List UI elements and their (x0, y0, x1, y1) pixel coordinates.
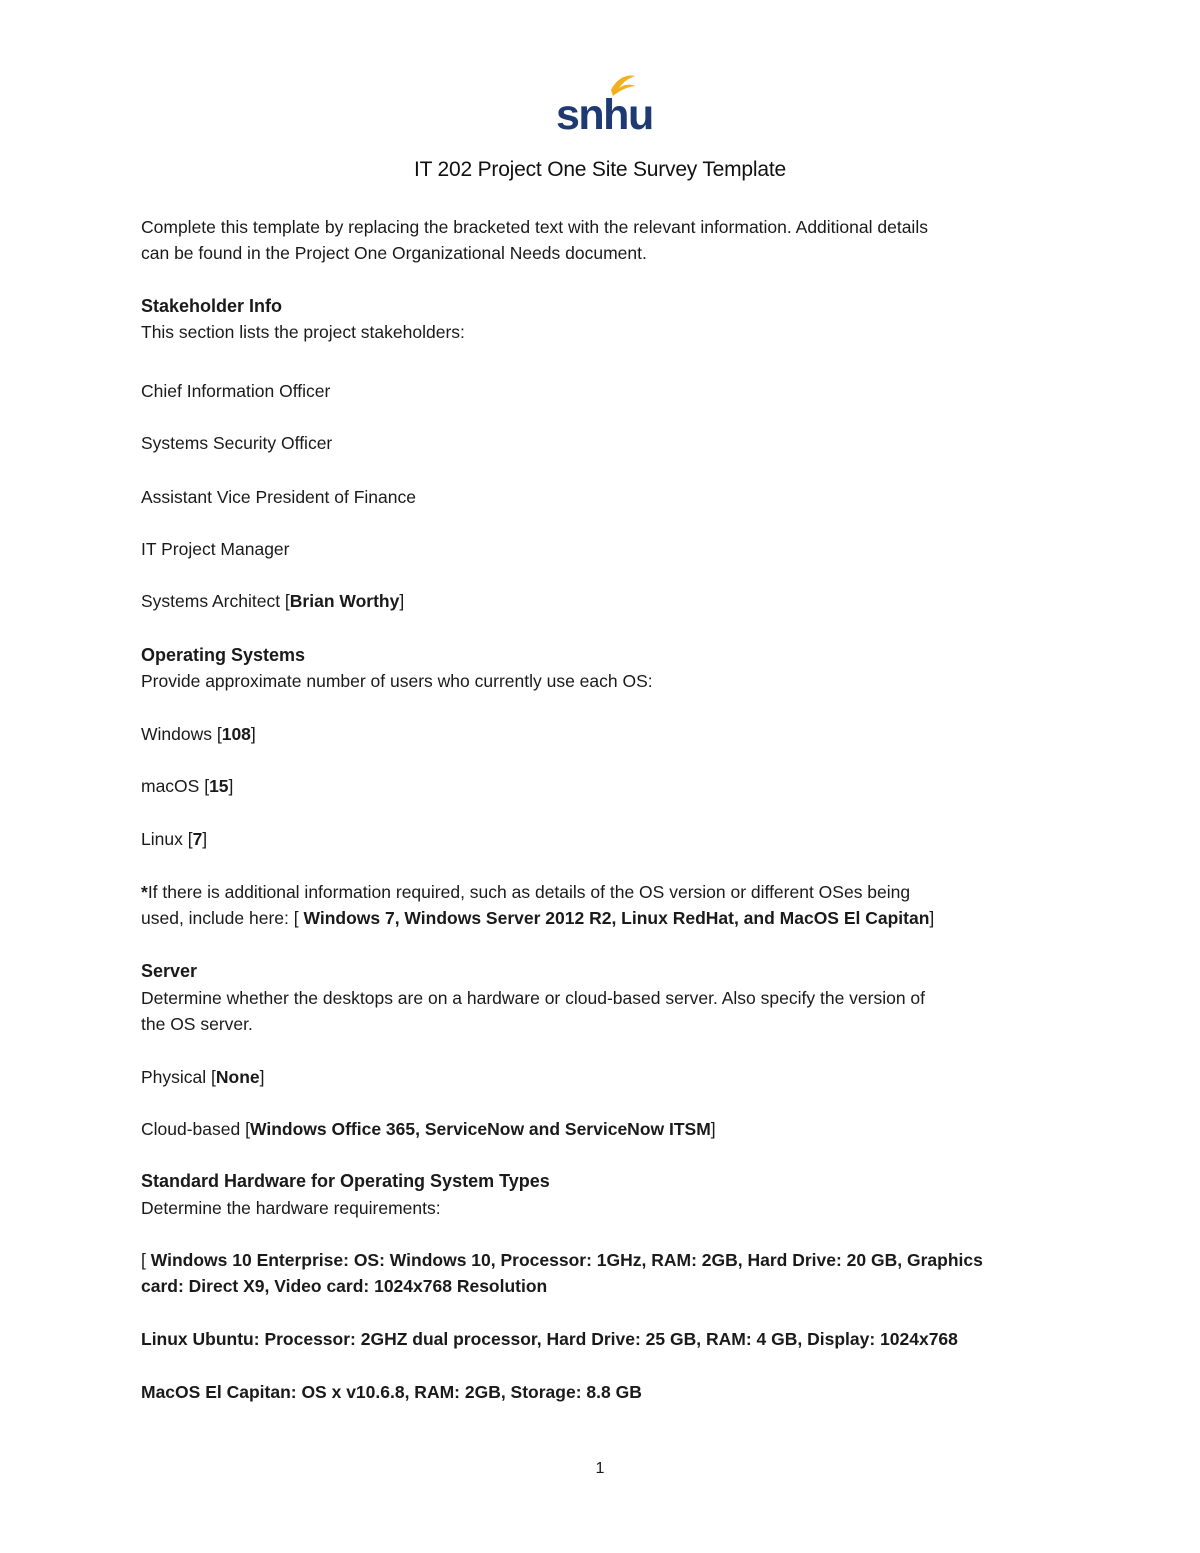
stakeholder-item-systems-architect (141, 588, 404, 614)
physical-label: Physical [ (141, 1067, 216, 1087)
os-note-asterisk: * (141, 882, 148, 902)
macos-value: 15 (209, 776, 229, 796)
snhu-logo-graphic (553, 72, 653, 139)
hardware-heading: Standard Hardware for Operating System Types (141, 1171, 550, 1191)
os-linux (141, 826, 207, 852)
os-windows (141, 721, 256, 747)
os-heading: Operating Systems (141, 645, 306, 665)
intro-line-2: can be found in the Project One Organizational Needs document. (141, 243, 647, 263)
linux-label: Linux [ (141, 829, 193, 849)
windows-value: 108 (221, 724, 251, 744)
os-note-label: used, include here: [ (141, 908, 304, 928)
physical-close: ] (259, 1067, 265, 1087)
architect-label: Systems Architect [ (141, 591, 290, 611)
architect-close: ] (399, 591, 405, 611)
stakeholder-heading: Stakeholder Info (141, 296, 283, 316)
document-title: IT 202 Project One Site Survey Template (414, 158, 786, 181)
os-note-text: If there is additional information required, such as details of the OS version or different OSes being (147, 882, 911, 902)
hardware-mac-line: MacOS El Capitan: OS x v10.6.8, RAM: 2GB, Storage: 8.8 GB (141, 1382, 642, 1402)
os-note-line-1 (141, 879, 910, 905)
intro-line-1: Complete this template by replacing the bracketed text with the relevant information. Additional details (141, 217, 928, 237)
os-macos (141, 773, 233, 799)
macos-label: macOS [ (141, 776, 210, 796)
os-note-line-2 (141, 905, 934, 931)
server-description-1: Determine whether the desktops are on a hardware or cloud-based server. Also specify the version of (141, 988, 926, 1008)
snhu-logo (553, 72, 653, 139)
os-note-value: Windows 7, Windows Server 2012 R2, Linux RedHat, and MacOS El Capitan (303, 908, 930, 928)
server-description-2: the OS server. (141, 1014, 253, 1034)
windows-close: ] (250, 724, 256, 744)
page-number: 1 (595, 1460, 605, 1477)
hardware-open-bracket: [ (141, 1250, 151, 1270)
os-description: Provide approximate number of users who currently use each OS: (141, 671, 653, 691)
server-physical (141, 1064, 265, 1090)
hardware-linux-line: Linux Ubuntu: Processor: 2GHZ dual processor, Hard Drive: 25 GB, RAM: 4 GB, Display: 1024x768 (141, 1329, 958, 1349)
hardware-windows-spec-1: Windows 10 Enterprise: OS: Windows 10, Processor: 1GHz, RAM: 2GB, Hard Drive: 20 GB, Graphics (150, 1250, 983, 1270)
architect-value: Brian Worthy (289, 591, 400, 611)
server-cloud (141, 1116, 716, 1142)
stakeholder-item-it-pm: IT Project Manager (141, 539, 290, 559)
server-heading: Server (141, 961, 198, 981)
os-note-close: ] (929, 908, 935, 928)
windows-label: Windows [ (141, 724, 222, 744)
hardware-description: Determine the hardware requirements: (141, 1198, 441, 1218)
cloud-close: ] (710, 1119, 716, 1139)
linux-value: 7 (192, 829, 203, 849)
stakeholder-description: This section lists the project stakeholders: (141, 322, 465, 342)
cloud-value: Windows Office 365, ServiceNow and ServiceNow ITSM (249, 1119, 711, 1139)
macos-close: ] (228, 776, 234, 796)
hardware-windows-line-1 (141, 1247, 983, 1273)
linux-close: ] (202, 829, 208, 849)
svg-text:snhu: snhu (556, 91, 653, 139)
hardware-windows-line-2: card: Direct X9, Video card: 1024x768 Resolution (141, 1276, 548, 1296)
stakeholder-item-cio: Chief Information Officer (141, 381, 331, 401)
stakeholder-item-avp-finance: Assistant Vice President of Finance (141, 487, 416, 507)
cloud-label: Cloud-based [ (141, 1119, 250, 1139)
physical-value: None (215, 1067, 260, 1087)
stakeholder-item-security-officer: Systems Security Officer (141, 433, 333, 453)
